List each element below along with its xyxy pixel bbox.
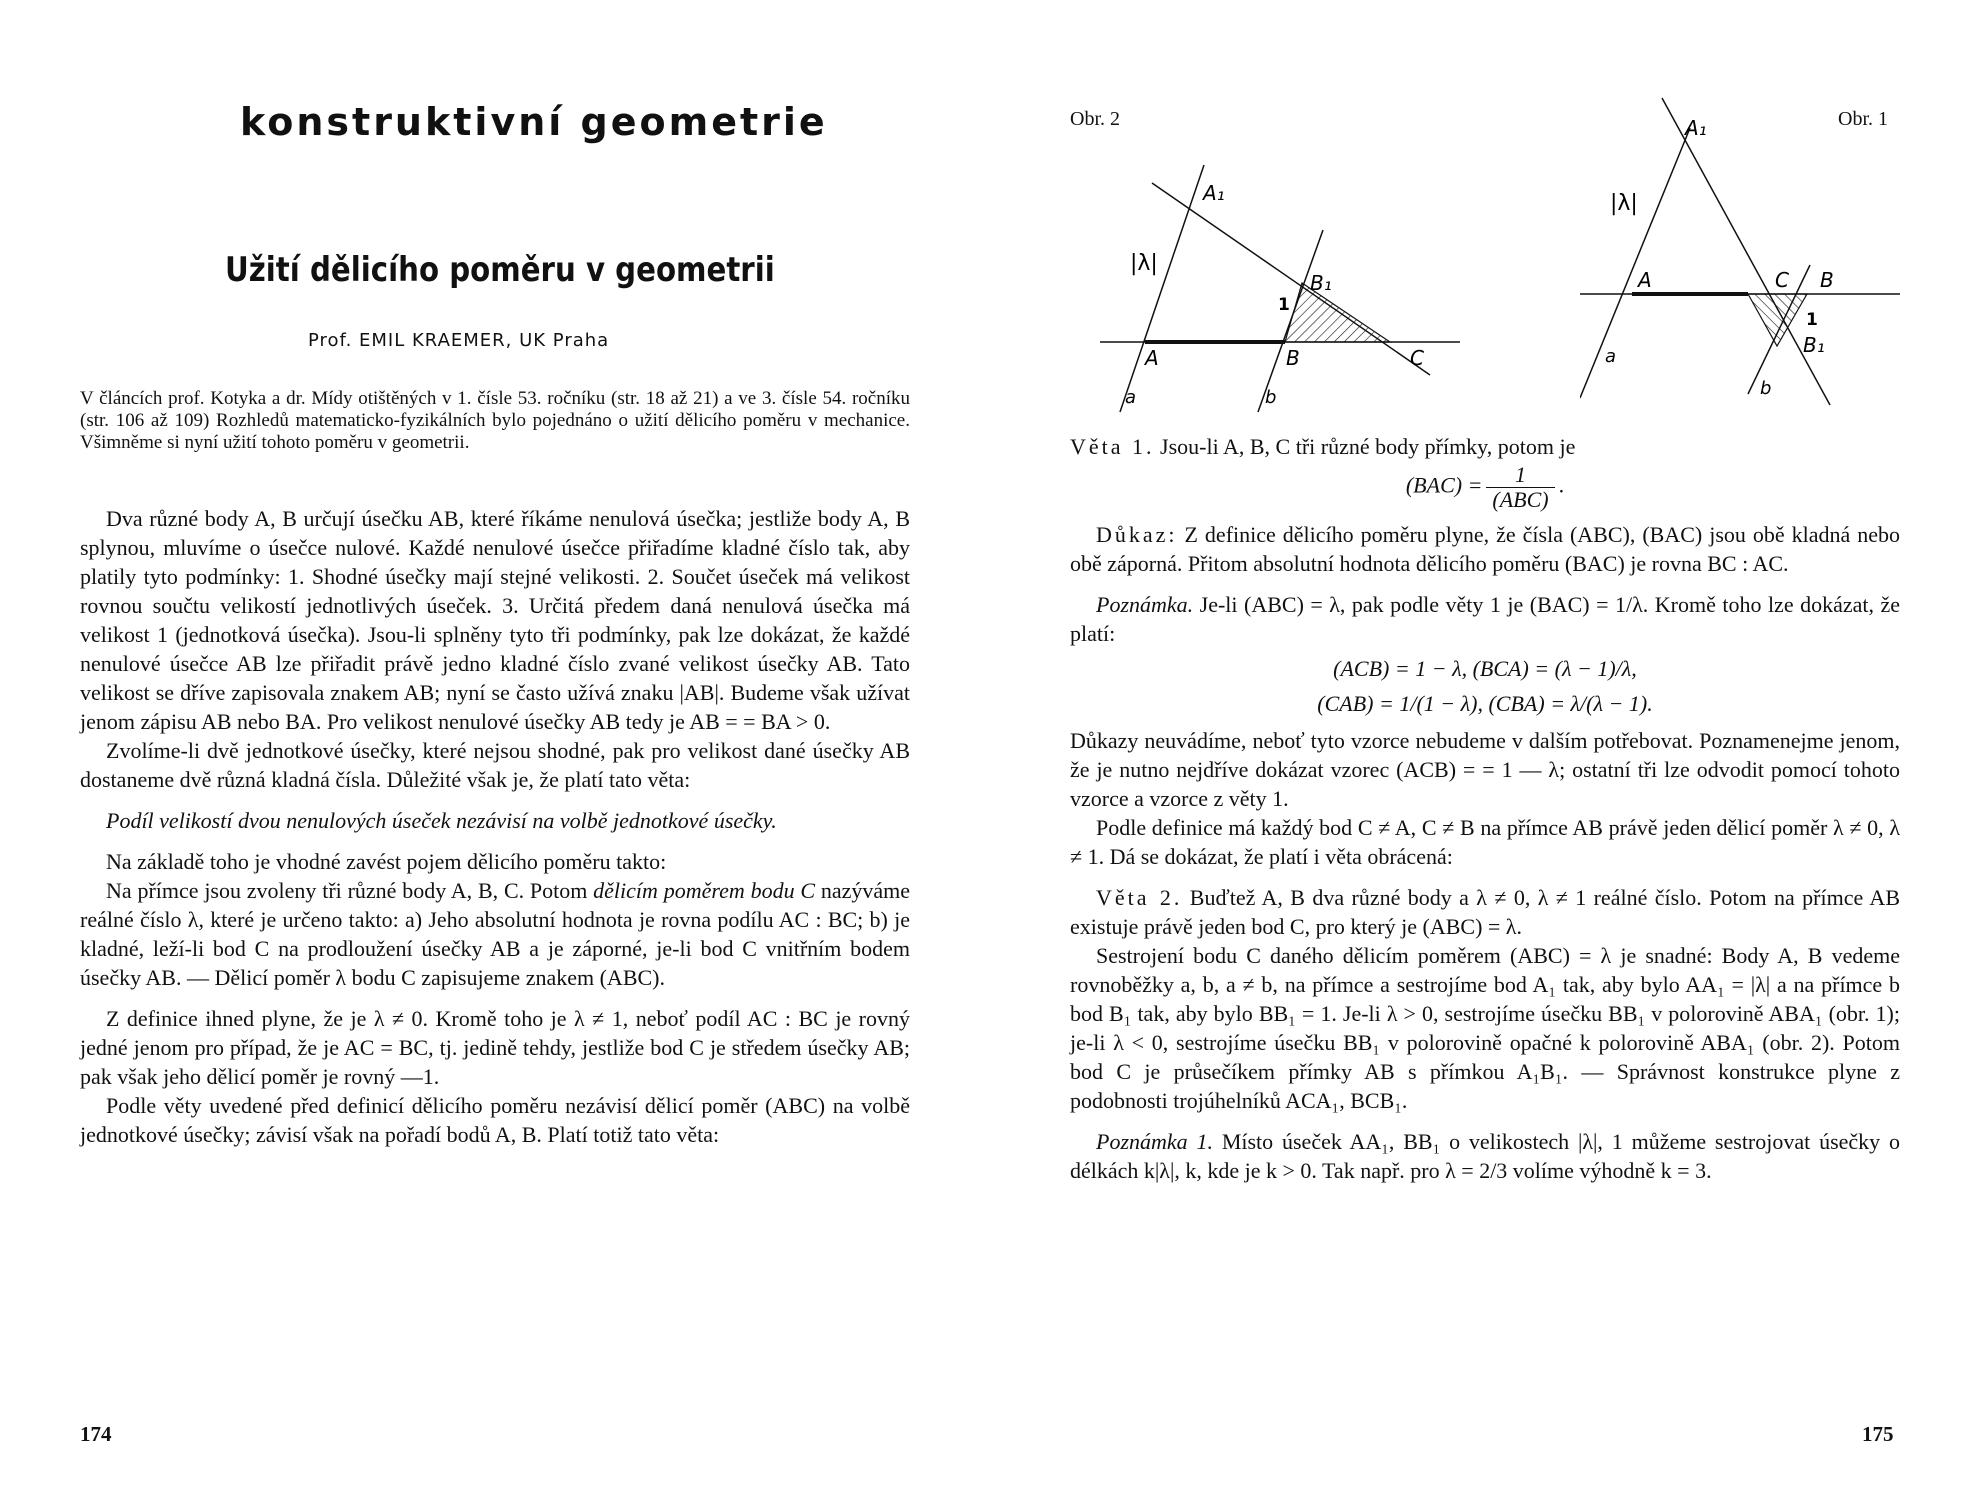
right-page — [990, 0, 1980, 1500]
hatched-triangle — [1285, 283, 1390, 342]
page-number: 174 — [80, 1422, 112, 1446]
remark-1-label: Poznámka 1. — [1096, 1129, 1213, 1154]
label-one: 1 — [1278, 295, 1290, 315]
label-b: B — [1286, 346, 1300, 370]
theorem-2-label: Věta 2. — [1096, 885, 1183, 910]
proof — [1070, 520, 1900, 578]
proof-label: Důkaz: — [1096, 522, 1178, 547]
label-a1: A₁ — [1203, 181, 1225, 205]
theorem-2-text: Buďtež A, B dva různé body a λ ≠ 0, λ ≠ 1 reálné číslo. Potom na přímce AB existuje právě jeden bod C, pro který je (ABC) = λ. — [1070, 885, 1900, 939]
remark-label: Poznámka. — [1096, 592, 1194, 617]
paragraph-definition — [80, 876, 910, 992]
definition-term: dělicím poměrem bodu C — [593, 878, 816, 903]
remark-1 — [1070, 1127, 1900, 1185]
formula-lhs: (BAC) = — [1405, 472, 1483, 498]
abstract: V článcích prof. Kotyka a dr. Mídy otištěných v 1. čísle 53. ročníku (str. 18 až 21) a ve 3. čísle 54. ročníku (str. 106 až 109) Rozhledů matematicko-fyzikálních bylo pojednáno o užití dělicího poměru v mechanice. Všimněme si nyní užití tohoto poměru v geometrii. — [80, 388, 910, 453]
left-body — [80, 504, 910, 1149]
definition-body: nazýváme reálné číslo λ, které je určeno takto: a) Jeho absolutní hodnota je rovna podílu AC : BC; b) je kladné, leží-li bod C na prodloužení úsečky AB a je záporné, je-li bod C vnitřním bodem úsečky AB. — Dělicí poměr λ bodu C zapisujeme znakem (ABC). — [80, 878, 910, 990]
paragraph-construction: Sestrojení bodu C daného dělicím poměrem (ABC) = λ je snadné: Body A, B vedeme rovnoběžky a, b, a ≠ b, na přímce a sestrojíme bod A₁ tak, aby bylo AA₁ = |λ| a na přímce b bod B₁ tak, aby bylo BB₁ = 1. Je-li λ > 0, sestrojíme úsečku BB₁ v polorovině ABA₁ (obr. 1); je-li λ < 0, sestrojíme úsečku BB₁ v polorovině opačné k polorovině ABA₁ (obr. 2). Potom bod C je průsečíkem přímky AB s přímkou A₁B₁. — Správnost konstrukce plyne z podobnosti trojúhelníků ACA₁, BCB₁. — [1070, 943, 1900, 1113]
theorem-1-text: Jsou-li A, B, C tři různé body přímky, potom je — [1154, 434, 1576, 459]
label-line-a: a — [1605, 346, 1617, 367]
paragraph-definition-consequence: Podle definice má každý bod C ≠ A, C ≠ B na přímce AB právě jeden dělicí poměr λ ≠ 0, λ ≠ 1. Dá se dokázat, že platí i věta obrácená: — [1070, 815, 1900, 869]
line-a — [1580, 128, 1690, 398]
fraction-denominator: (ABC) — [1492, 487, 1549, 512]
label-b1: B₁ — [1310, 271, 1332, 295]
label-c: C — [1410, 346, 1424, 370]
line-a1b1 — [1662, 98, 1830, 405]
fraction-numerator: 1 — [1486, 463, 1554, 488]
label-line-b: b — [1265, 387, 1277, 408]
label-a: A — [1145, 346, 1159, 370]
paragraph-intro-definition: Na základě toho je vhodné zavést pojem dělicího poměru takto: — [106, 849, 667, 874]
remark — [1070, 590, 1900, 648]
paragraph-lambda-properties: Z definice ihned plyne, že je λ ≠ 0. Kromě toho je λ ≠ 1, neboť podíl AC : BC je rovný jedné jenom pro případ, že je AC = BC, tj. jedině tehdy, jestliže bod C je středem úsečky AB; pak však jeho dělicí poměr je rovný —1. — [80, 1006, 910, 1089]
theorem-1 — [1070, 432, 1900, 461]
right-body — [1070, 432, 1900, 1185]
theorem-1-formula: (BAC) = $\frac{1}{\text{(ABC)}}$ . — [1405, 462, 1565, 512]
paragraph-units: Zvolíme-li dvě jednotkové úsečky, které nejsou shodné, pak pro velikost dané úsečky AB dostaneme dvě různá kladná čísla. Důležité však je, že platí tato věta: — [80, 738, 910, 792]
label-lambda: |λ| — [1130, 251, 1158, 276]
section-rubric: konstruktivní geometrie — [240, 100, 828, 144]
label-b1: B₁ — [1803, 333, 1825, 357]
paragraph-order-dependence: Podle věty uvedené před definicí dělicího poměru nezávisí dělicí poměr (ABC) na volbě jednotkové úsečky; závisí však na pořadí bodů A, B. Platí totiž tato věta: — [80, 1093, 910, 1147]
label-line-a: a — [1125, 387, 1137, 408]
formula-fraction — [1486, 463, 1554, 512]
label-line-b: b — [1760, 378, 1772, 399]
hatched-triangle — [1748, 294, 1807, 346]
label-c: C — [1775, 268, 1789, 292]
paragraph-proofs-omitted: Důkazy neuvádíme, neboť tyto vzorce nebudeme v dalším potřebovat. Poznamenejme jenom, že je nutno nejdříve dokázat vzorec (ACB) = = 1 — λ; ostatní tři lze odvodit pomocí tohoto vzorce a vzorce z věty 1. — [1070, 728, 1900, 811]
page-number: 175 — [1862, 1422, 1894, 1446]
figure-2-caption: Obr. 2 — [1070, 108, 1120, 130]
remark-1-text: Místo úseček AA₁, BB₁ o velikostech |λ|, 1 můžeme sestrojovat úsečky o délkách k|λ|, k, kde je k > 0. Tak např. pro λ = 2/3 volíme výhodně k = 3. — [1070, 1129, 1900, 1183]
proof-text: Z definice dělicího poměru plyne, že čísla (ABC), (BAC) jsou obě kladná nebo obě záporná. Přitom absolutní hodnota dělicího poměru (BAC) je rovna BC : AC. — [1070, 522, 1900, 576]
line-a — [1120, 165, 1204, 412]
theorem-1-label: Věta 1. — [1070, 434, 1155, 459]
definition-lead: Na přímce jsou zvoleny tři různé body A, B, C. Potom — [106, 878, 594, 903]
label-lambda: |λ| — [1610, 191, 1638, 216]
label-one: 1 — [1806, 310, 1818, 330]
theorem-2 — [1070, 883, 1900, 941]
label-a: A — [1638, 268, 1652, 292]
article-title: Užití dělicího poměru v geometrii — [225, 250, 775, 290]
author-line: Prof. EMIL KRAEMER, UK Praha — [308, 330, 610, 351]
figure-1-diagram — [1580, 90, 1920, 420]
formula-row-1: (ACB) = 1 − λ, (BCA) = (λ − 1)/λ, — [1333, 656, 1637, 681]
theorem-ratio-independence: Podíl velikostí dvou nenulových úseček nezávisí na volbě jednotkové úsečky. — [106, 808, 777, 833]
label-b: B — [1820, 268, 1834, 292]
label-a1: A₁ — [1685, 116, 1707, 140]
paragraph-segments: Dva různé body A, B určují úsečku AB, které říkáme nenulová úsečka; jestliže body A, B splynou, mluvíme o úsečce nulové. Každé nenulové úsečce přiřadíme kladné číslo tak, aby platily tyto podmínky: 1. Shodné úsečky mají stejné velikosti. 2. Součet úseček má velikost rovnou součtu velikostí jednotlivých úseček. 3. Určitá předem daná nenulová úsečka má velikost 1 (jednotková úsečka). Jsou-li splněny tyto tři podmínky, pak lze dokázat, že každé nenulové úsečce AB lze přiřadit právě jedno kladné číslo zvané velikost úsečky AB. Tato velikost se dříve zapisovala znakem AB; nyní se často užívá znaku |AB|. Budeme však užívat jenom zápisu AB nebo BA. Pro velikost nenulové úsečky AB tedy je AB = = BA > 0. — [80, 506, 910, 734]
remark-text: Je-li (ABC) = λ, pak podle věty 1 je (BAC) = 1/λ. Kromě toho lze dokázat, že platí: — [1070, 592, 1900, 646]
formula-row-2: (CAB) = 1/(1 − λ), (CBA) = λ/(λ − 1). — [1317, 691, 1653, 716]
figure-1-caption: Obr. 1 — [1838, 108, 1888, 130]
figure-2-diagram — [1100, 150, 1500, 420]
